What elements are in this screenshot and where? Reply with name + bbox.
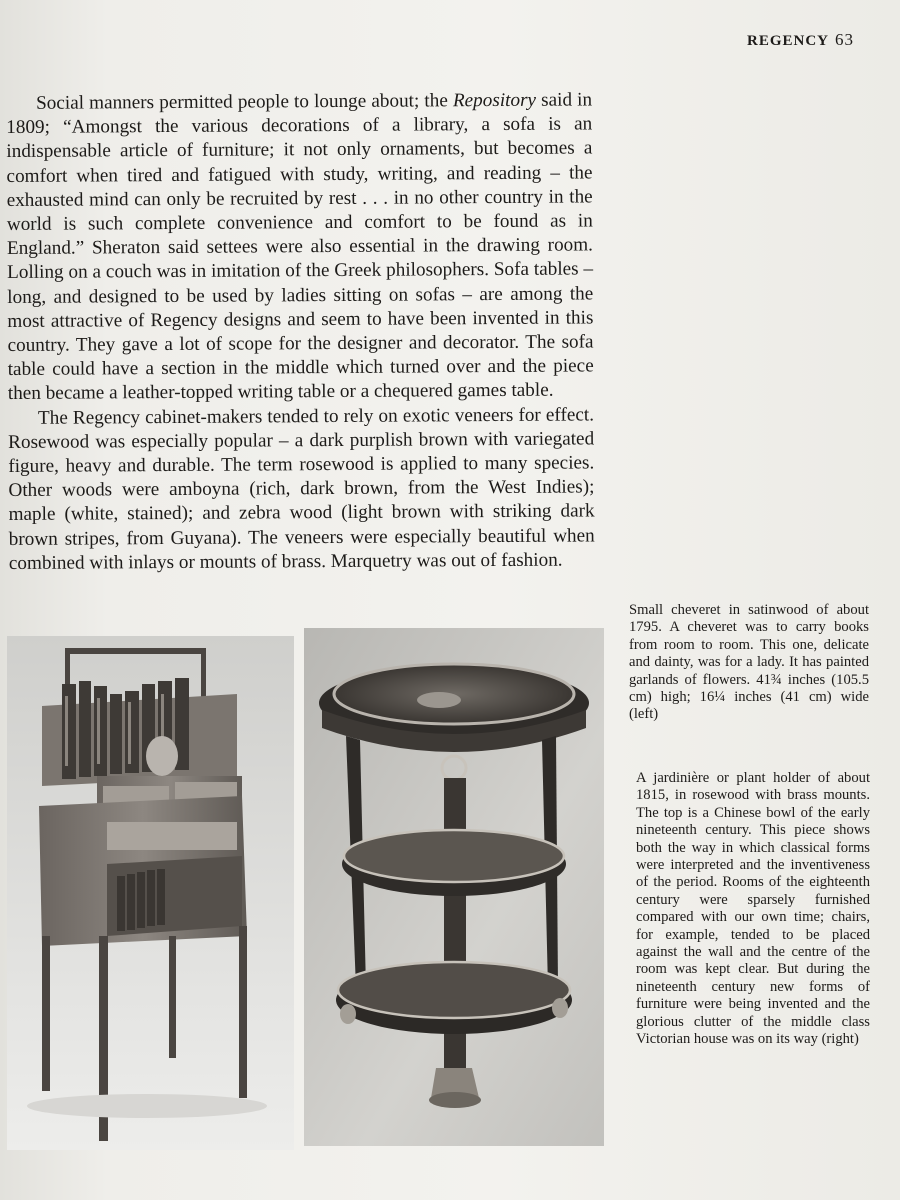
repository-title: Repository (452, 89, 537, 112)
caption-cheveret: Small cheveret in satinwood of about 1795. A cheveret was to carry books from room to room. This one, delicate and dainty, was for a lady. It has painted garlands of flowers. 41¾ inches (105.5 cm) high; 16¼ inches (41 cm) wide (left) (629, 602, 869, 723)
paragraph-1 (6, 88, 594, 406)
running-head (747, 30, 854, 50)
section-title: REGENCY (746, 33, 829, 49)
page-number: 63 (835, 30, 854, 49)
cheveret-illustration (7, 636, 294, 1150)
paragraph-1-start: Social manners permitted people to lounge about; the (36, 90, 453, 114)
caption-jardiniere: A jardinière or plant holder of about 1815, in rosewood with brass mounts. The top is a Chinese bowl of the early nineteenth century. This piece shows both the way in which classical forms were interpreted and the inventiveness of the period. Rooms of the eighteenth century were sparsely furnished compared with our own time; chairs, for example, tended to be placed against the wall and the centre of the room was kept clear. But during the nineteenth century new forms of furniture were being invented and the glorious clutter of the middle class Victorian house was on its way (right) (636, 770, 870, 1048)
jardiniere-photo (304, 628, 604, 1146)
paragraph-2: The Regency cabinet-makers tended to rely on exotic veneers for effect. Rosewood was especially popular – a dark purplish brown with variegated figure, heavy and durable. The term rosewood is applied to many species. Other woods were amboyna (rich, dark brown, from the West Indies); maple (white, stained); and zebra wood (light brown with striking dark brown stripes, from Guyana). The veneers were especially beautiful when combined with inlays or mounts of brass. Marquetry was out of fashion. (8, 404, 595, 574)
cheveret-photo (7, 636, 294, 1150)
body-text (6, 88, 595, 576)
paragraph-1-rest: said in 1809; “Amongst the various decorations of a library, a sofa is an indispensable article of furniture; it not only ornaments, but becomes a comfort when tired and fatigued with study, writing, and reading – the exhausted mind can only be recruited by rest . . . in no other country in the world is such complete convenience and comfort to be found as in England.” Sheraton said settees were also essential in the drawing room. Lolling on a couch was in imitation of the Greek philosophers. Sofa tables – long, and designed to be used by ladies sitting on sofas – are among the most attractive of Regency designs and seem to have been invented in this country. They gave a lot of scope for the designer and decorator. The sofa table could have a section in the middle which turned over and the piece then became a leather-topped writing table or a chequered games table. (6, 89, 594, 405)
jardiniere-illustration (304, 628, 604, 1146)
